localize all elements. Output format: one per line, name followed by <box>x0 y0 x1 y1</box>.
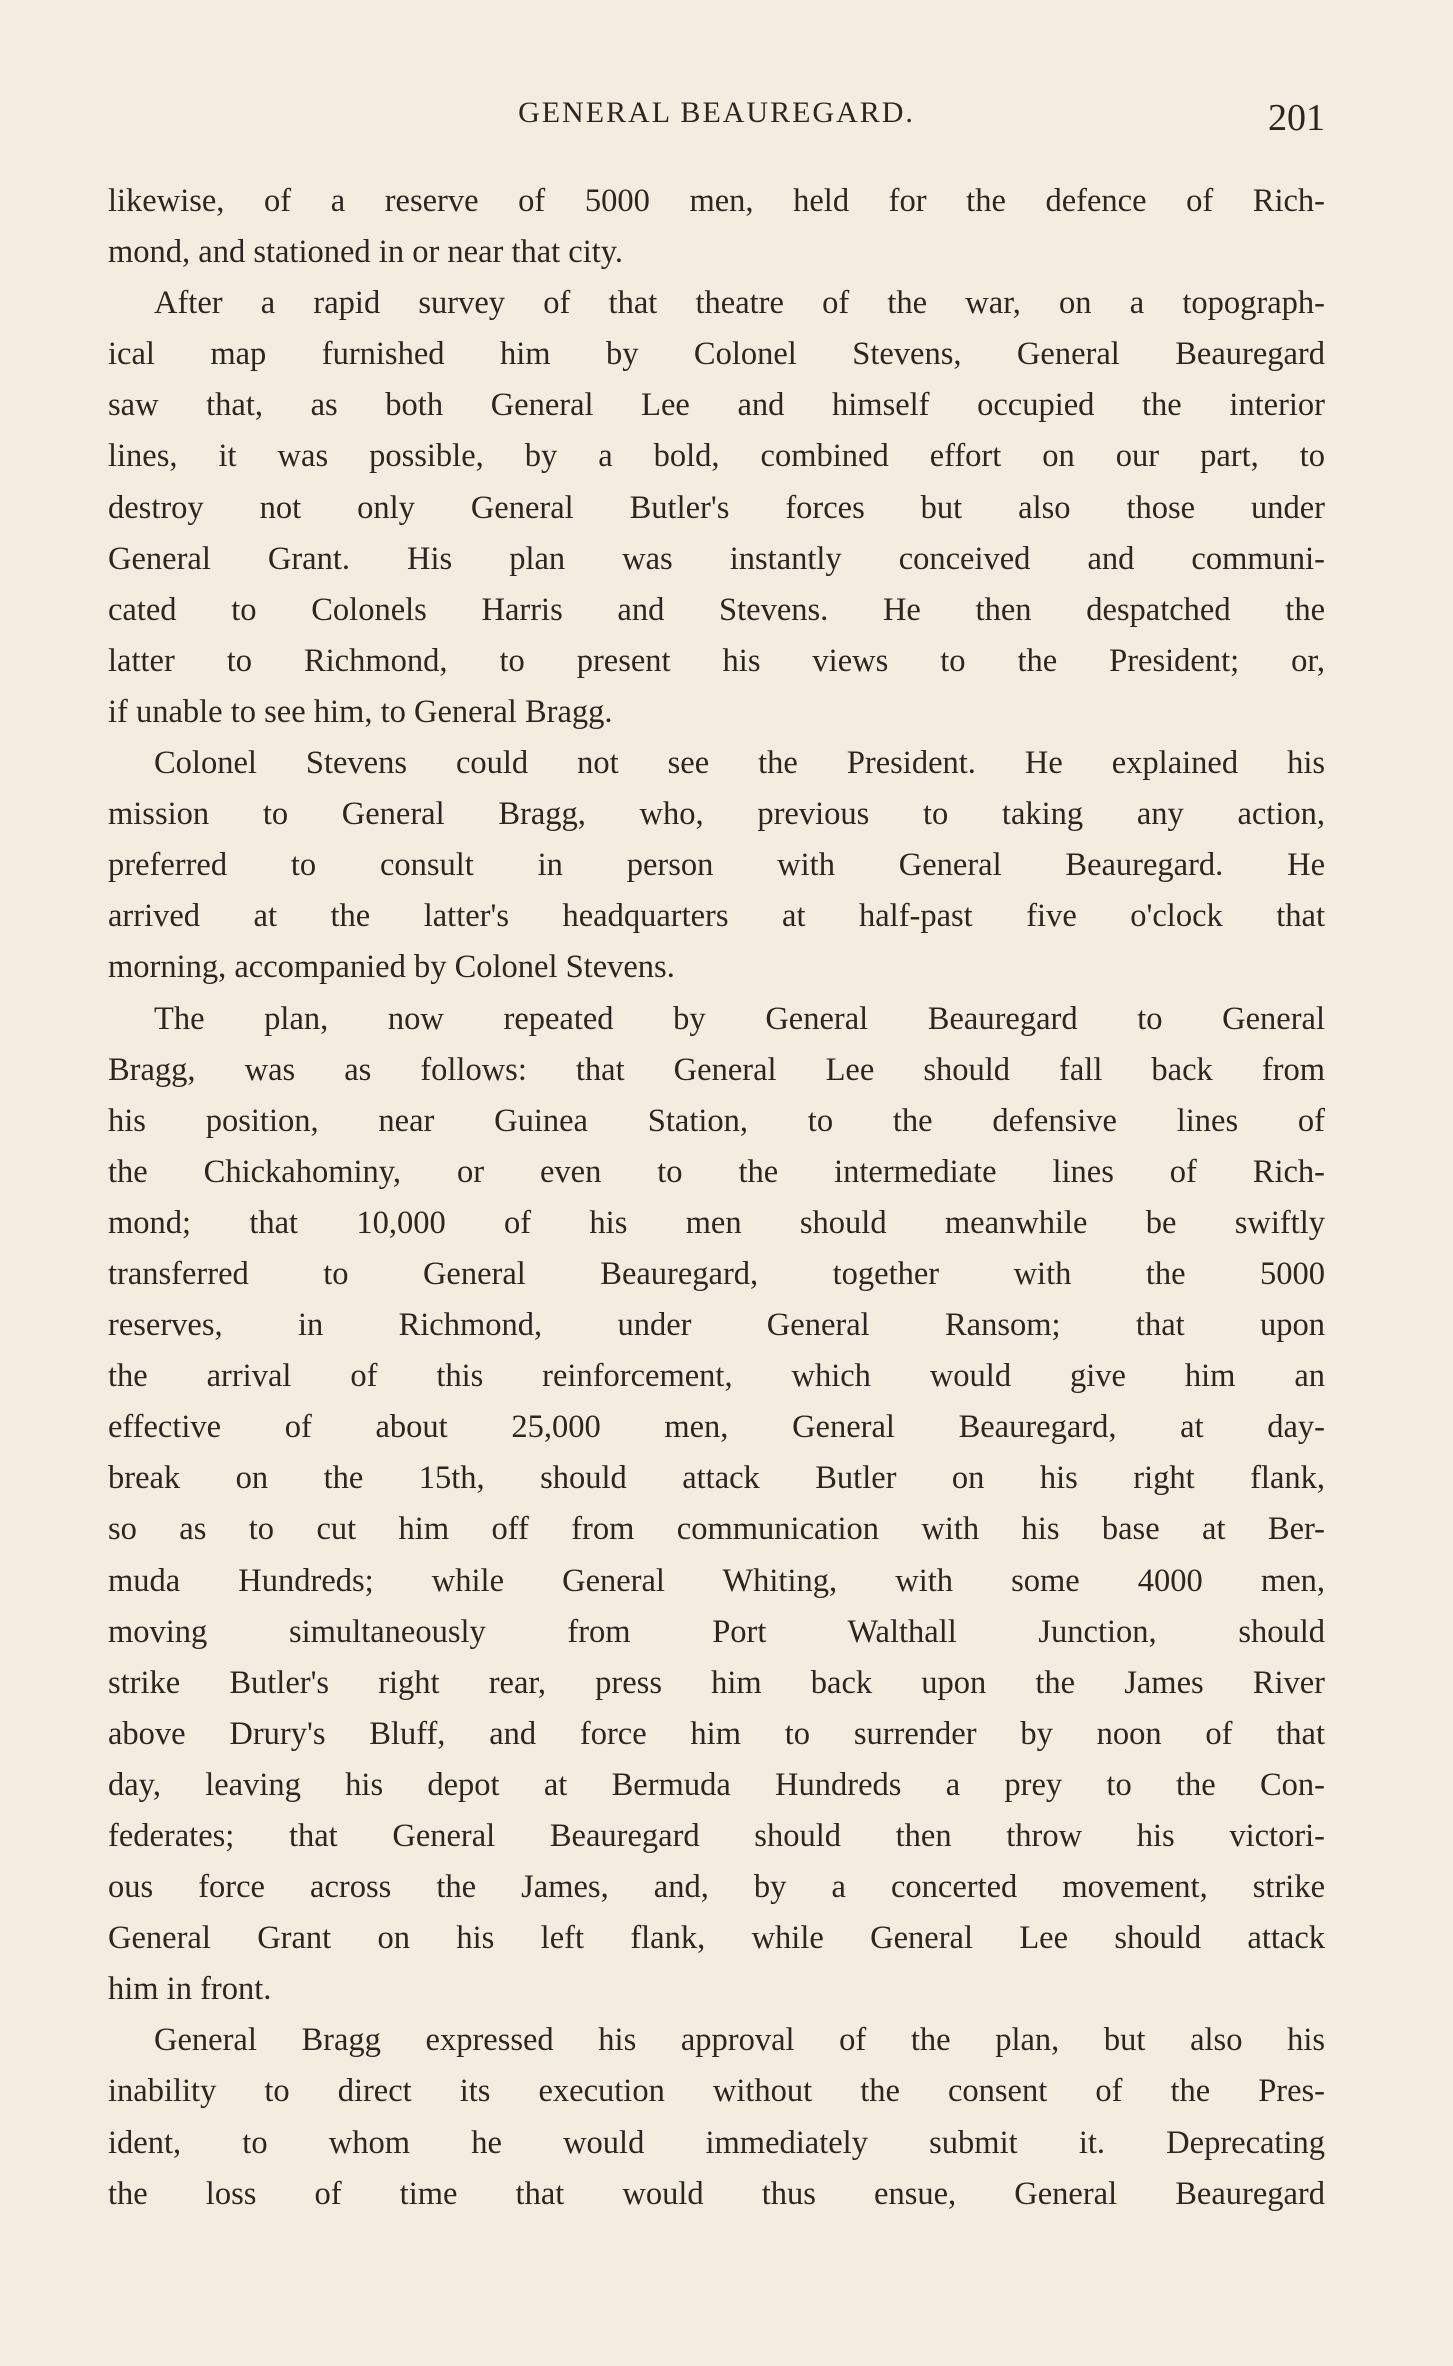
text-line: cated to Colonels Harris and Stevens. He then despatched the <box>108 591 1325 628</box>
text-line: General Bragg expressed his approval of the plan, but also his <box>154 2022 1325 2059</box>
text-line: federates; that General Beauregard should then throw his victori- <box>108 1818 1325 1854</box>
text-line: day, leaving his depot at Bermuda Hundreds a prey to the Con- <box>108 1766 1325 1803</box>
running-title: GENERAL BEAUREGARD. <box>518 96 915 129</box>
text-line: General Grant on his left flank, while General Lee should attack <box>108 1920 1325 1957</box>
text-line: effective of about 25,000 men, General Beauregard, at day- <box>108 1409 1325 1446</box>
text-line: above Drury's Bluff, and force him to surrender by noon of that <box>108 1715 1325 1752</box>
text-line: preferred to consult in person with General Beauregard. He <box>108 847 1325 884</box>
text-line: mond, and stationed in or near that city. <box>108 234 624 271</box>
text-line: ical map furnished him by Colonel Stevens, General Beauregard <box>108 336 1325 373</box>
text-line: if unable to see him, to General Bragg. <box>108 693 613 730</box>
text-line: ous force across the James, and, by a concerted movement, strike <box>108 1869 1325 1906</box>
text-line: transferred to General Beauregard, together with the 5000 <box>108 1255 1325 1292</box>
text-line: General Grant. His plan was instantly conceived and communi- <box>108 540 1325 577</box>
text-line: likewise, of a reserve of 5000 men, held for the defence of Rich- <box>108 183 1325 219</box>
text-line: strike Butler's right rear, press him back upon the James River <box>108 1664 1325 1701</box>
text-line: morning, accompanied by Colonel Stevens. <box>108 949 675 986</box>
text-line: saw that, as both General Lee and himself occupied the interior <box>108 387 1325 424</box>
text-line: him in front. <box>108 1971 272 2008</box>
text-line: The plan, now repeated by General Beauregard to General <box>154 1000 1325 1037</box>
text-line: ident, to whom he would immediately submit it. Deprecating <box>108 2124 1325 2161</box>
text-line: mission to General Bragg, who, previous to taking any action, <box>108 796 1325 833</box>
text-line: Bragg, was as follows: that General Lee should fall back from <box>108 1051 1325 1088</box>
text-line: the loss of time that would thus ensue, General Beauregard <box>108 2175 1325 2212</box>
text-line: Colonel Stevens could not see the President. He explained his <box>154 745 1325 782</box>
text-line: lines, it was possible, by a bold, combined effort on our part, to <box>108 438 1325 475</box>
text-line: break on the 15th, should attack Butler on his right flank, <box>108 1460 1325 1497</box>
text-line: the Chickahominy, or even to the intermediate lines of Rich- <box>108 1153 1325 1190</box>
text-line: arrived at the latter's headquarters at half-past five o'clock that <box>108 898 1325 935</box>
text-line: his position, near Guinea Station, to the defensive lines of <box>108 1102 1325 1139</box>
text-line: muda Hundreds; while General Whiting, with some 4000 men, <box>108 1562 1325 1599</box>
body-text <box>108 176 1325 2220</box>
text-line: latter to Richmond, to present his views to the President; or, <box>108 642 1325 679</box>
running-head <box>108 96 1325 152</box>
text-line: mond; that 10,000 of his men should meanwhile be swiftly <box>108 1204 1325 1241</box>
text-line: inability to direct its execution without the consent of the Pres- <box>108 2073 1325 2110</box>
text-line: After a rapid survey of that theatre of the war, on a topograph- <box>154 285 1325 322</box>
text-line: so as to cut him off from communication with his base at Ber- <box>108 1511 1325 1548</box>
text-line: the arrival of this reinforcement, which would give him an <box>108 1358 1325 1395</box>
text-line: moving simultaneously from Port Walthall Junction, should <box>108 1613 1325 1650</box>
text-line: destroy not only General Butler's forces but also those under <box>108 489 1325 526</box>
page-number: 201 <box>1268 97 1325 139</box>
text-line: reserves, in Richmond, under General Ransom; that upon <box>108 1307 1325 1344</box>
